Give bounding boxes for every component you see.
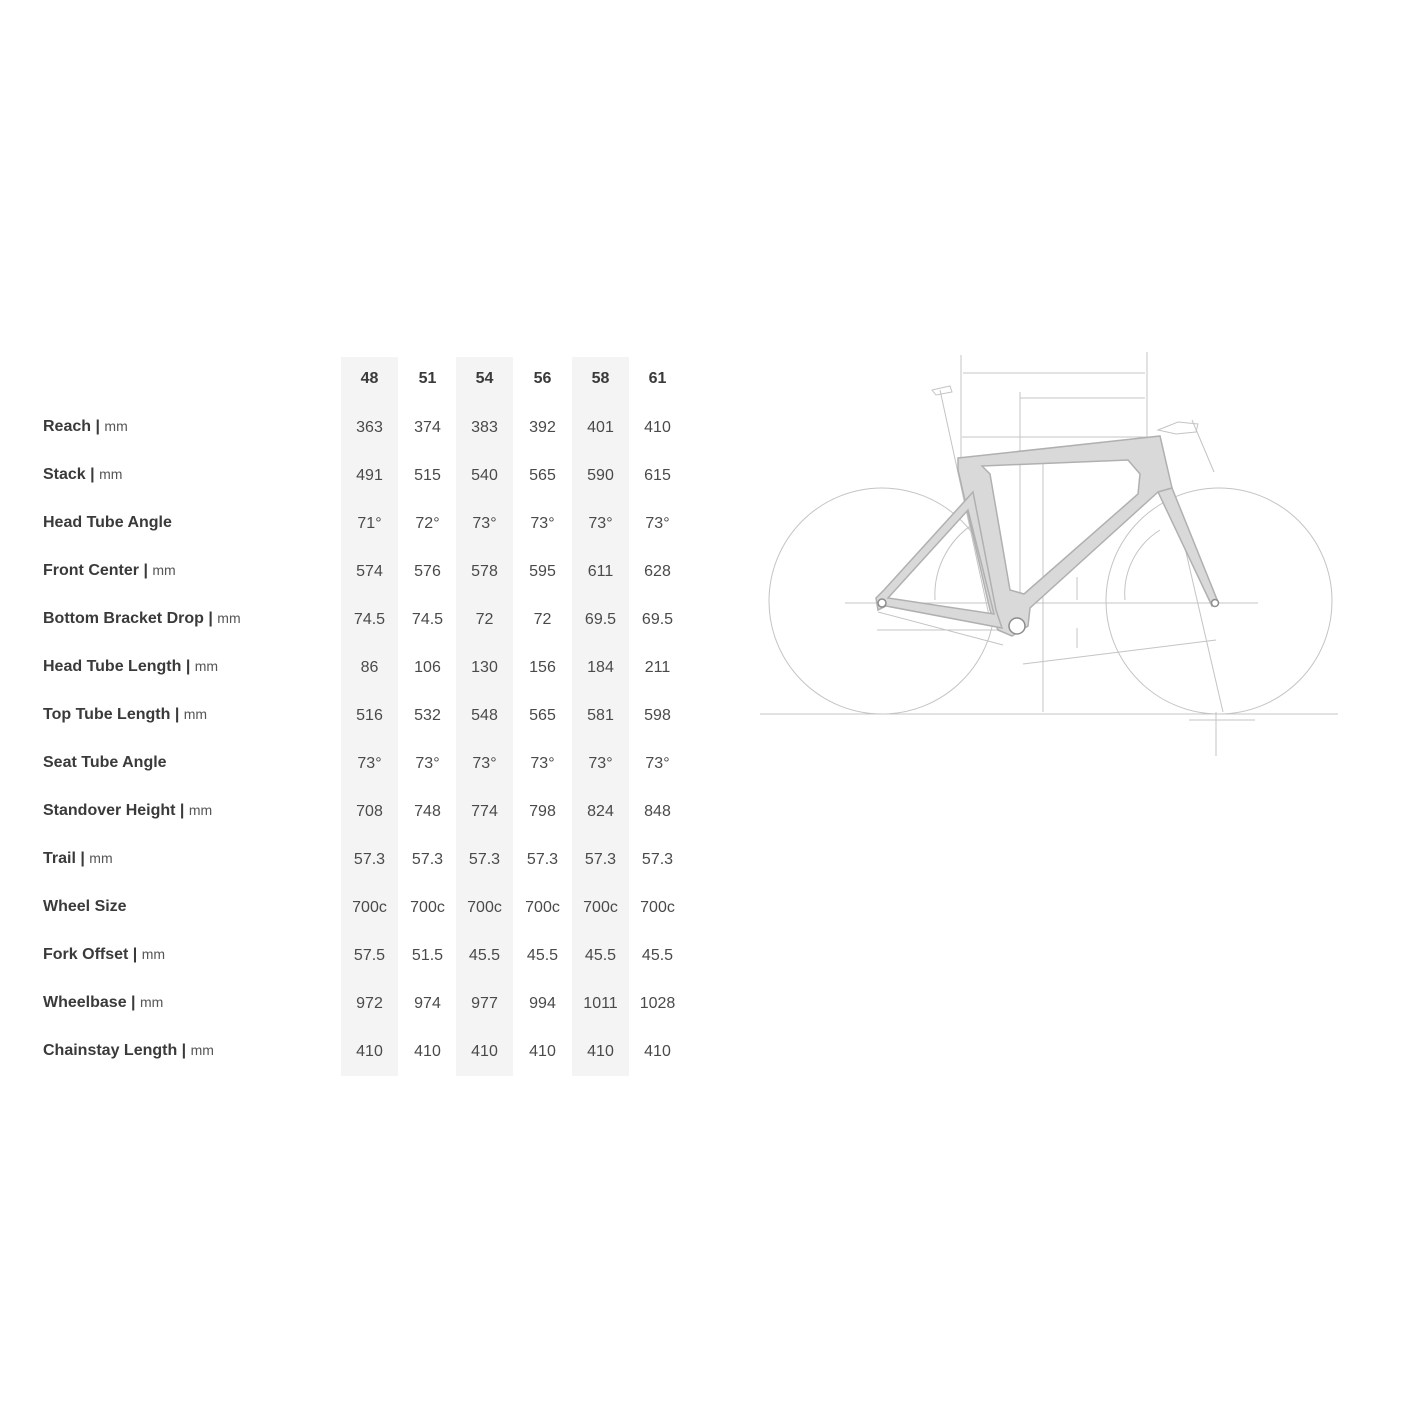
table-cell: 73° <box>645 755 670 772</box>
table-cell: 491 <box>356 467 383 484</box>
table-cell: 184 <box>587 659 614 676</box>
table-cell: 540 <box>471 467 498 484</box>
saddle-outline <box>932 386 952 395</box>
row-label-standover-height <box>43 802 212 820</box>
table-cell: 57.3 <box>584 851 617 868</box>
table-cell: 45.5 <box>526 947 559 964</box>
row-label-top-tube-length <box>43 706 207 724</box>
row-name: Trail <box>43 850 76 867</box>
row-name: Top Tube Length <box>43 706 171 723</box>
unit-separator: | <box>85 466 100 483</box>
table-cell: 410 <box>644 1043 671 1060</box>
bottom-bracket <box>1009 618 1025 634</box>
row-label-fork-offset <box>43 946 165 964</box>
table-cell: 57.3 <box>353 851 386 868</box>
unit-separator: | <box>128 946 142 963</box>
row-name: Front Center <box>43 562 139 579</box>
table-cell: 798 <box>529 803 556 820</box>
rear-axle <box>878 599 886 607</box>
row-name: Head Tube Length <box>43 658 182 675</box>
size-header-61: 61 <box>648 370 667 387</box>
front-center-dimension <box>1023 640 1216 664</box>
table-cell: 708 <box>356 803 383 820</box>
table-cell: 57.3 <box>641 851 674 868</box>
table-cell: 700c <box>640 899 675 916</box>
table-cell: 57.3 <box>526 851 559 868</box>
table-cell: 700c <box>410 899 445 916</box>
row-name: Wheelbase <box>43 994 127 1011</box>
table-cell: 581 <box>587 707 614 724</box>
table-cell: 410 <box>414 1043 441 1060</box>
bike-geometry-diagram <box>755 345 1345 765</box>
row-unit: mm <box>183 706 208 722</box>
row-unit: mm <box>141 946 166 962</box>
row-name: Head Tube Angle <box>43 514 172 531</box>
table-cell: 578 <box>471 563 498 580</box>
unit-separator: | <box>126 994 140 1011</box>
table-cell: 71° <box>357 515 382 532</box>
table-cell: 73° <box>357 755 382 772</box>
table-cell: 848 <box>644 803 671 820</box>
row-label-wheelbase <box>43 994 163 1012</box>
row-label-front-center <box>43 562 176 580</box>
head-tube-dimension <box>1192 420 1214 472</box>
table-cell: 700c <box>352 899 387 916</box>
table-cell: 363 <box>356 419 383 436</box>
row-label-trail <box>43 850 113 868</box>
table-cell: 73° <box>472 515 497 532</box>
table-cell: 615 <box>644 467 671 484</box>
unit-separator: | <box>203 610 218 627</box>
table-cell: 401 <box>587 419 614 436</box>
table-cell: 565 <box>529 467 556 484</box>
table-cell: 383 <box>471 419 498 436</box>
table-cell: 73° <box>472 755 497 772</box>
table-cell: 45.5 <box>584 947 617 964</box>
table-cell: 211 <box>644 659 671 676</box>
unit-separator: | <box>75 850 90 867</box>
row-label-bottom-bracket-drop <box>43 610 241 628</box>
row-label-stack <box>43 466 122 484</box>
table-cell: 74.5 <box>353 611 386 628</box>
row-name: Chainstay Length <box>43 1042 178 1059</box>
table-cell: 410 <box>356 1043 383 1060</box>
geometry-table <box>0 0 700 1100</box>
row-unit: mm <box>190 1042 214 1058</box>
unit-separator: | <box>175 802 189 819</box>
row-unit: mm <box>139 994 164 1010</box>
table-cell: 45.5 <box>641 947 674 964</box>
table-cell: 628 <box>644 563 671 580</box>
table-cell: 73° <box>588 755 613 772</box>
row-unit: mm <box>99 466 123 482</box>
size-header-58: 58 <box>591 370 610 387</box>
unit-separator: | <box>91 418 105 435</box>
row-name: Wheel Size <box>43 898 127 915</box>
unit-separator: | <box>139 562 153 579</box>
table-cell: 574 <box>356 563 383 580</box>
table-cell: 611 <box>587 563 614 580</box>
table-cell: 74.5 <box>411 611 444 628</box>
table-cell: 73° <box>588 515 613 532</box>
table-cell: 73° <box>415 755 440 772</box>
unit-separator: | <box>177 1042 191 1059</box>
row-label-head-tube-angle <box>43 514 172 532</box>
row-name: Fork Offset <box>43 946 129 963</box>
table-cell: 532 <box>414 707 441 724</box>
table-cell: 69.5 <box>584 611 617 628</box>
table-cell: 576 <box>414 563 441 580</box>
table-cell: 45.5 <box>468 947 501 964</box>
stem-outline <box>1158 422 1198 434</box>
table-cell: 700c <box>525 899 560 916</box>
frame-front-triangle <box>958 436 1172 636</box>
size-header-54: 54 <box>475 370 494 387</box>
row-unit: mm <box>89 850 113 866</box>
row-label-head-tube-length <box>43 658 218 676</box>
row-name: Seat Tube Angle <box>43 754 167 771</box>
row-unit: mm <box>217 610 241 626</box>
table-cell: 595 <box>529 563 556 580</box>
table-cell: 994 <box>529 995 556 1012</box>
table-cell: 72° <box>415 515 440 532</box>
unit-separator: | <box>170 706 184 723</box>
table-cell: 57.3 <box>411 851 444 868</box>
table-cell: 548 <box>471 707 498 724</box>
unit-separator: | <box>181 658 195 675</box>
table-cell: 410 <box>529 1043 556 1060</box>
table-cell: 516 <box>356 707 383 724</box>
table-cell: 72 <box>533 611 552 628</box>
table-cell: 73° <box>530 515 555 532</box>
table-cell: 977 <box>471 995 498 1012</box>
table-cell: 700c <box>467 899 502 916</box>
table-cell: 57.3 <box>468 851 501 868</box>
size-header-56: 56 <box>533 370 552 387</box>
row-name: Standover Height <box>43 802 176 819</box>
row-name: Bottom Bracket Drop <box>43 610 204 627</box>
size-header-51: 51 <box>418 370 437 387</box>
row-label-seat-tube-angle <box>43 754 167 772</box>
table-cell: 748 <box>414 803 441 820</box>
table-cell: 156 <box>529 659 556 676</box>
table-cell: 106 <box>414 659 441 676</box>
row-unit: mm <box>188 802 213 818</box>
table-cell: 51.5 <box>411 947 444 964</box>
table-cell: 590 <box>587 467 614 484</box>
table-cell: 374 <box>414 419 441 436</box>
table-cell: 57.5 <box>353 947 386 964</box>
table-cell: 824 <box>587 803 614 820</box>
table-cell: 565 <box>529 707 556 724</box>
row-unit: mm <box>152 562 176 578</box>
table-cell: 73° <box>645 515 670 532</box>
table-cell: 410 <box>471 1043 498 1060</box>
row-name: Reach <box>43 418 92 435</box>
table-cell: 598 <box>644 707 671 724</box>
row-label-reach <box>43 418 128 436</box>
table-cell: 130 <box>471 659 498 676</box>
table-cell: 700c <box>583 899 618 916</box>
table-cell: 86 <box>360 659 379 676</box>
size-header-48: 48 <box>360 370 379 387</box>
row-unit: mm <box>194 658 219 674</box>
table-cell: 72 <box>475 611 494 628</box>
table-cell: 69.5 <box>641 611 674 628</box>
table-cell: 73° <box>530 755 555 772</box>
row-label-wheel-size <box>43 898 127 916</box>
table-cell: 1028 <box>639 995 676 1012</box>
row-unit: mm <box>104 418 128 434</box>
table-cell: 1011 <box>583 995 618 1012</box>
front-axle <box>1212 600 1219 607</box>
table-cell: 974 <box>414 995 441 1012</box>
table-cell: 392 <box>529 419 556 436</box>
table-cell: 410 <box>587 1043 614 1060</box>
head-angle-arc <box>1125 530 1160 600</box>
table-cell: 410 <box>644 419 671 436</box>
row-label-chainstay-length <box>43 1042 214 1060</box>
fork <box>1158 488 1218 606</box>
table-cell: 972 <box>356 995 383 1012</box>
front-wheel <box>1106 488 1332 714</box>
table-cell: 774 <box>471 803 498 820</box>
row-name: Stack <box>43 466 86 483</box>
table-cell: 515 <box>414 467 441 484</box>
